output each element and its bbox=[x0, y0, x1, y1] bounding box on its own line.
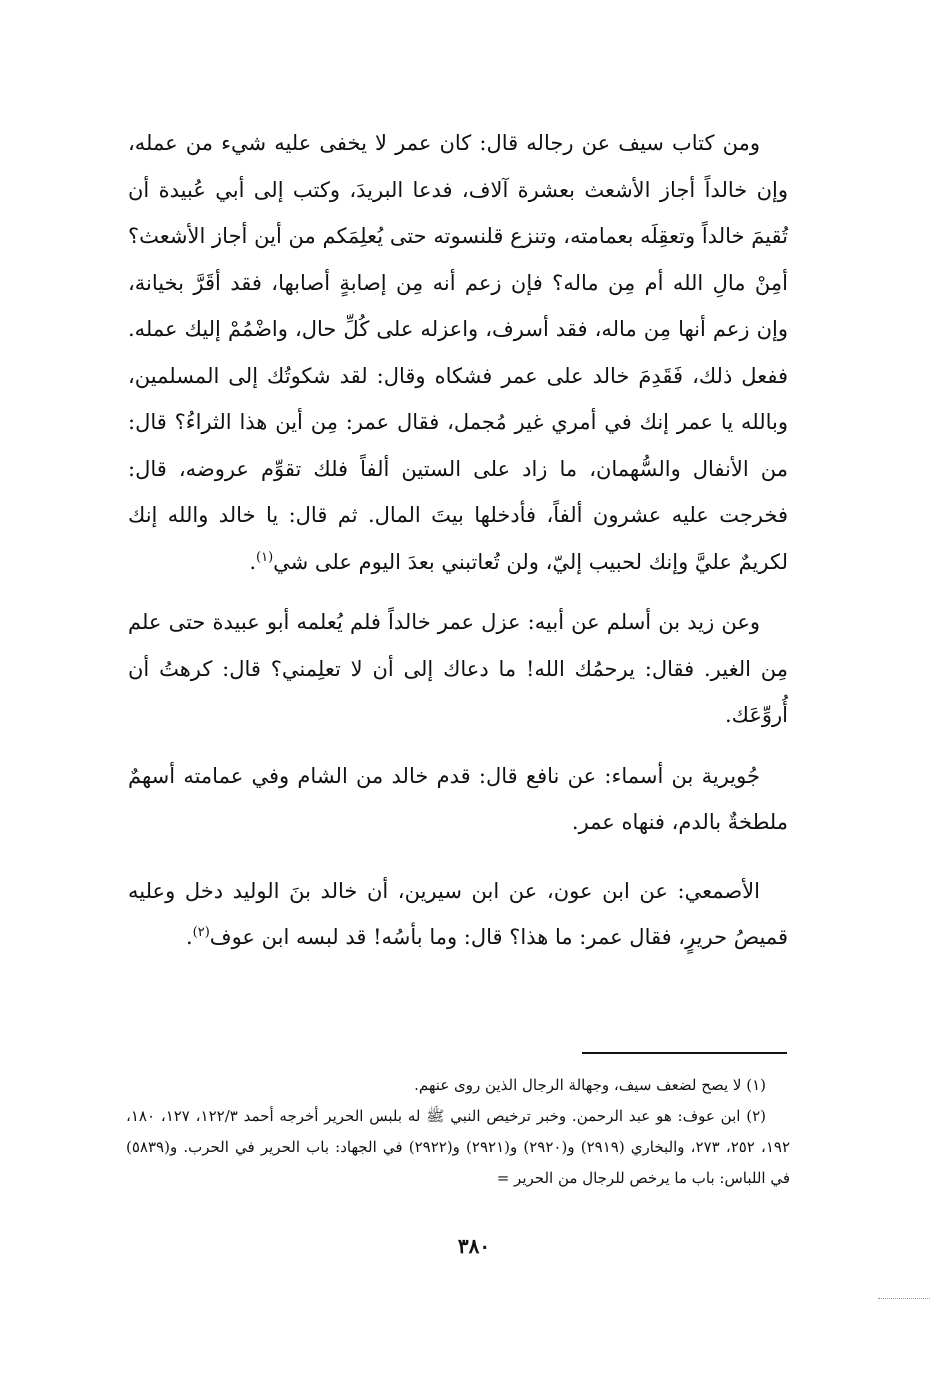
footnote-2: (٢) ابن عوف: هو عبد الرحمن. وخبر ترخيص النبي ﷺ له بلبس الحرير أخرجه أحمد ١٢٢/٣، ١٢٧، ١٨٠، ١٩٢، ٢٥٢، ٢٧٣، والبخاري (٢٩١٩) و(٢٩٢٠) و(٢٩٢١) و(٢٩٢٢) في الجهاد: باب الحرير في الحرب. و(٥٨٣٩) في اللباس: باب ما يرخص للرجال من الحرير = bbox=[126, 1107, 791, 1187]
footnote-separator bbox=[582, 1052, 787, 1054]
paragraph-text: جُويرية بن أسماء: عن نافع قال: قدم خالد من الشام وفي عمامته أسهمٌ ملطخةٌ بالدم، فنهاه عمر. bbox=[128, 763, 788, 834]
footnote-1: (١) لا يصح لضعف سيف، وجهالة الرجال الذين روى عنهم. bbox=[414, 1076, 766, 1094]
paragraph-end-punctuation: . bbox=[185, 925, 193, 949]
paragraph-juwayriya-narration bbox=[128, 753, 788, 846]
paragraph-asmai-narration bbox=[128, 868, 788, 961]
paragraph-text: ومن كتاب سيف عن رجاله قال: كان عمر لا يخفى عليه شيء من عمله، وإن خالداً أجاز الأشعث بعشرة آلاف، فدعا البريدَ، وكتب إلى أبي عُبيدة أن تُقيمَ خالداً وتعقِلَه بعمامته، وتنزع قلنسوته حتى يُعلِمَكم من أين أجاز الأشعث؟ أمِنْ مالِ الله أم مِن ماله؟ فإن زعم أنه مِن إصابةٍ أصابها، فقد أقَرَّ بخيانة، وإن زعم أنها مِن ماله، فقد أسرف، واعزله على كُلِّ حال، واضْمُمْ إليك عمله. ففعل ذلك، فَقَدِمَ خالد على عمر فشكاه وقال: لقد شكوتُك إلى المسلمين، وبالله يا عمر إنك في أمري غير مُجمل، فقال عمر: مِن أين هذا الثراءُ؟ قال: من الأنفال والسُّهمان، ما زاد على الستين ألفاً فلك تقوِّم عروضه، قال: فخرجت عليه عشرون ألفاً، فأدخلها بيتَ المال. ثم قال: يا خالد والله إنك لكريمٌ عليَّ وإنك لحبيب إليّ، ولن تُعاتبني بعدَ اليوم على شي bbox=[128, 131, 788, 574]
scan-artifact bbox=[878, 1298, 930, 1301]
paragraph-text: وعن زيد بن أسلم عن أبيه: عزل عمر خالداً فلم يُعلمه أبو عبيدة حتى علم مِن الغير. فقال: يرحمُك الله! ما دعاك إلى أن لا تعلِمني؟ قال: كرهتُ أن أُروِّعَك. bbox=[128, 610, 788, 727]
page-number: ٣٨٠ bbox=[457, 1234, 491, 1258]
paragraph-end-punctuation: . bbox=[249, 549, 256, 574]
main-text-block bbox=[128, 120, 788, 961]
footnote-reference: (١) bbox=[256, 549, 274, 565]
footnotes-block bbox=[126, 1070, 790, 1194]
paragraph-saif-narration bbox=[128, 120, 788, 585]
paragraph-zaid-narration bbox=[128, 599, 788, 739]
paragraph-text: الأصمعي: عن ابن عون، عن ابن سيرين، أن خالد بنَ الوليد دخل وعليه قميصُ حريرٍ، فقال عمر: ما هذا؟ قال: وما بأسُه! قد لبسه ابن عوف bbox=[128, 878, 788, 949]
footnote-reference: (٢) bbox=[192, 925, 210, 940]
